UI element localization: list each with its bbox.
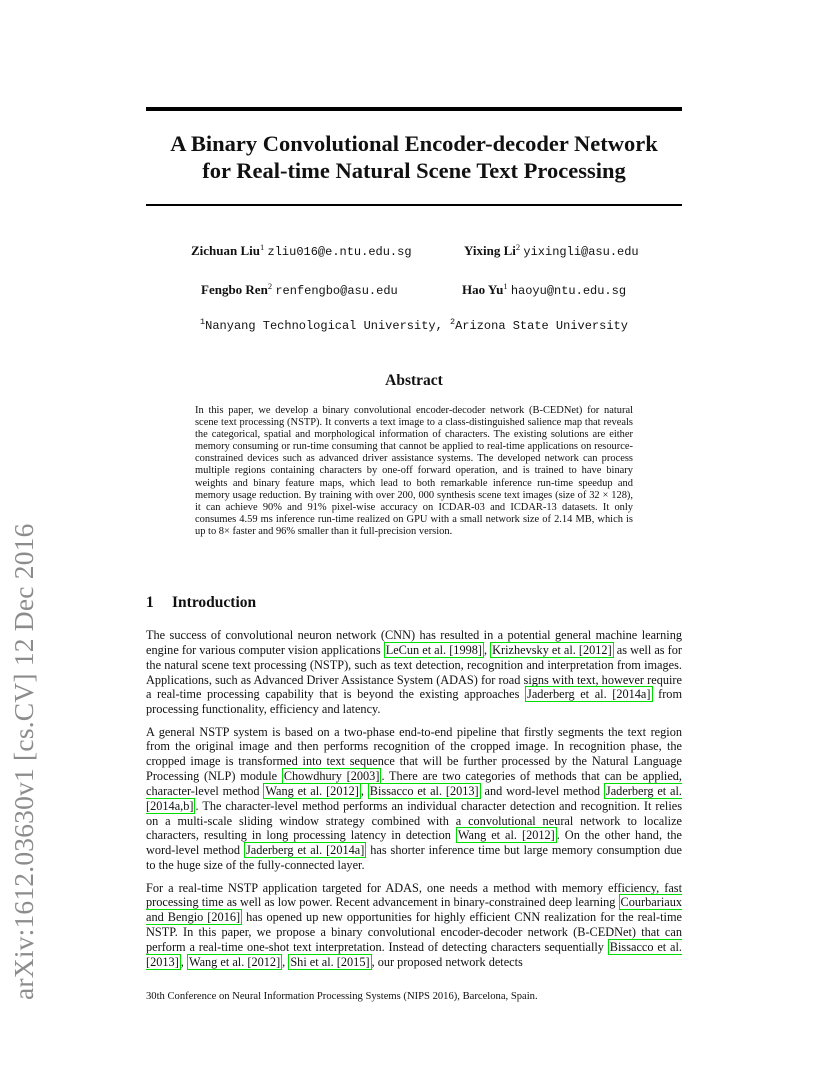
text-run: A general NSTP system is based on a two-phase end-to-end pipeline that firstly segments the text region from the original image and then performs recognition of the cropped image. In recognition phase, the cropped image is transformed into text sequence that will be further processed by the Natural Language Processing (NLP) module bbox=[146, 724, 682, 784]
abstract-heading: Abstract bbox=[385, 372, 443, 389]
text-run: . There are two categories of methods that can be applied, character-level method bbox=[146, 769, 683, 798]
conference-footer: 30th Conference on Neural Information Processing Systems (NIPS 2016), Barcelona, Spain. bbox=[146, 991, 538, 1002]
text-run: has shorter inference time but large memory consumption due to the huge size of the fully-connected layer. bbox=[146, 843, 682, 873]
affil-org-1: Nanyang Technological University, bbox=[205, 319, 450, 333]
introduction-body bbox=[146, 628, 682, 977]
author-name: Hao Yu bbox=[462, 282, 504, 297]
affil-mark-2: 2 bbox=[450, 317, 456, 327]
author-affil-mark: 2 bbox=[515, 242, 521, 252]
text-run: , bbox=[484, 642, 491, 657]
author-affil-mark: 1 bbox=[260, 242, 265, 252]
text-run: from processing functionality, efficiency and latency. bbox=[146, 687, 683, 717]
section-heading-introduction bbox=[146, 594, 256, 612]
citation-link[interactable]: Shi et al. [2015] bbox=[290, 954, 370, 969]
author-email[interactable]: yixingli@asu.edu bbox=[523, 245, 639, 259]
text-run: , bbox=[360, 783, 368, 798]
author-4 bbox=[462, 282, 626, 298]
author-affil-mark: 2 bbox=[267, 281, 273, 291]
citation-link[interactable]: Wang et al. [2012] bbox=[457, 828, 555, 843]
text-run: . The character-level method performs an individual character detection and recognition. It relies on a multi-scale sliding window strategy combined with a convolutional neural network to localize characters, resulting in long processing latency in detection bbox=[146, 798, 682, 843]
citation-link[interactable]: Jaderberg et al. [2014a] bbox=[527, 687, 651, 702]
text-run: , bbox=[180, 954, 187, 969]
citation-link[interactable]: Jaderberg et al. [2014a] bbox=[245, 843, 365, 858]
paragraph-1 bbox=[146, 628, 682, 717]
paragraph-3 bbox=[146, 881, 682, 970]
title-line-1: A Binary Convolutional Encoder-decoder Network bbox=[170, 131, 658, 156]
affiliations bbox=[146, 319, 682, 333]
text-run: , bbox=[282, 954, 289, 969]
author-affil-mark: 1 bbox=[503, 281, 508, 291]
section-title: Introduction bbox=[172, 594, 257, 611]
text-run: , our proposed network detects bbox=[371, 954, 523, 969]
text-run: . On the other hand, the word-level method bbox=[146, 828, 683, 858]
author-2 bbox=[464, 243, 639, 259]
author-email[interactable]: renfengbo@asu.edu bbox=[275, 284, 398, 298]
citation-link[interactable]: Courbariaux and Bengio [2016] bbox=[146, 895, 682, 925]
citation-link[interactable]: Krizhevsky et al. [2012] bbox=[492, 642, 612, 657]
citation-link[interactable]: LeCun et al. [1998] bbox=[385, 642, 482, 657]
arxiv-stamp: arXiv:1612.03630v1 [cs.CV] 12 Dec 2016 bbox=[8, 523, 39, 1000]
citation-link[interactable]: Jaderberg et al. [2014a,b] bbox=[146, 783, 682, 813]
author-name: Yixing Li bbox=[464, 243, 516, 258]
author-name: Zichuan Liu bbox=[191, 243, 261, 258]
title-line-2: for Real-time Natural Scene Text Processing bbox=[202, 158, 626, 183]
citation-link[interactable]: Bissacco et al. [2013] bbox=[369, 783, 479, 798]
citation-link[interactable]: Bissacco et al. [2013] bbox=[146, 939, 682, 969]
text-run: and word-level method bbox=[480, 783, 604, 798]
title-bottom-rule bbox=[146, 204, 682, 206]
text-run: as well as for the natural scene text processing (NSTP), such as text detection, recognition and interpretation from images. Applications, such as Advanced Driver Assistance System (ADAS) for road signs with text, however require a real-time processing capability that is beyond the existing approaches bbox=[146, 642, 682, 702]
title-top-rule bbox=[146, 107, 682, 111]
author-email[interactable]: zliu016@e.ntu.edu.sg bbox=[267, 245, 412, 259]
section-number: 1 bbox=[146, 594, 154, 611]
text-run: For a real-time NSTP application targeted for ADAS, one needs a method with memory efficiency, fast processing time as well as low power. Recent advancement in binary-constrained deep learning bbox=[146, 880, 682, 910]
citation-link[interactable]: Wang et al. [2012] bbox=[265, 783, 359, 798]
text-run: has opened up new opportunities for highly efficient CNN realization for the real-time NSTP. In this paper, we propose a binary convolutional encoder-decoder network (B-CEDNet) that can perform a real-time one-shot text interpretation. Instead of detecting characters sequentially bbox=[146, 910, 682, 954]
paper-title bbox=[146, 130, 682, 184]
citation-link[interactable]: Wang et al. [2012] bbox=[188, 954, 281, 969]
author-1 bbox=[191, 243, 412, 259]
author-email[interactable]: haoyu@ntu.edu.sg bbox=[510, 284, 627, 298]
affil-mark-1: 1 bbox=[200, 317, 206, 327]
citation-link[interactable]: Chowdhury [2003] bbox=[283, 769, 380, 784]
affil-org-2: Arizona State University bbox=[455, 319, 628, 333]
author-name: Fengbo Ren bbox=[201, 282, 268, 297]
author-3 bbox=[201, 282, 398, 298]
paragraph-2 bbox=[146, 725, 682, 873]
abstract-text: In this paper, we develop a binary convolutional encoder-decoder network (B-CEDNet) for natural scene text processing (NSTP). It converts a text image to a class-distinguished salience map that reveals the categorical, spatial and morphological information of characters. The existing solutions are either memory consuming or run-time consuming that cannot be applied to real-time applications on resource-constrained devices such as advanced driver assistance systems. The developed network can process multiple regions containing characters by one-off forward operation, and is trained to have binary weights and binary feature maps, which lead to both remarkable inference run-time speedup and memory usage reduction. By training with over 200, 000 synthesis scene text images (size of 32 × 128), it can achieve 90% and 91% pixel-wise accuracy on ICDAR-03 and ICDAR-13 datasets. It only consumes 4.59 ms inference run-time realized on GPU with a small network size of 2.14 MB, which is up to 8× faster and 96% smaller than it full-precision version. bbox=[195, 405, 633, 537]
text-run: The success of convolutional neuron network (CNN) has resulted in a potential general machine learning engine for various computer vision applications bbox=[146, 628, 682, 657]
